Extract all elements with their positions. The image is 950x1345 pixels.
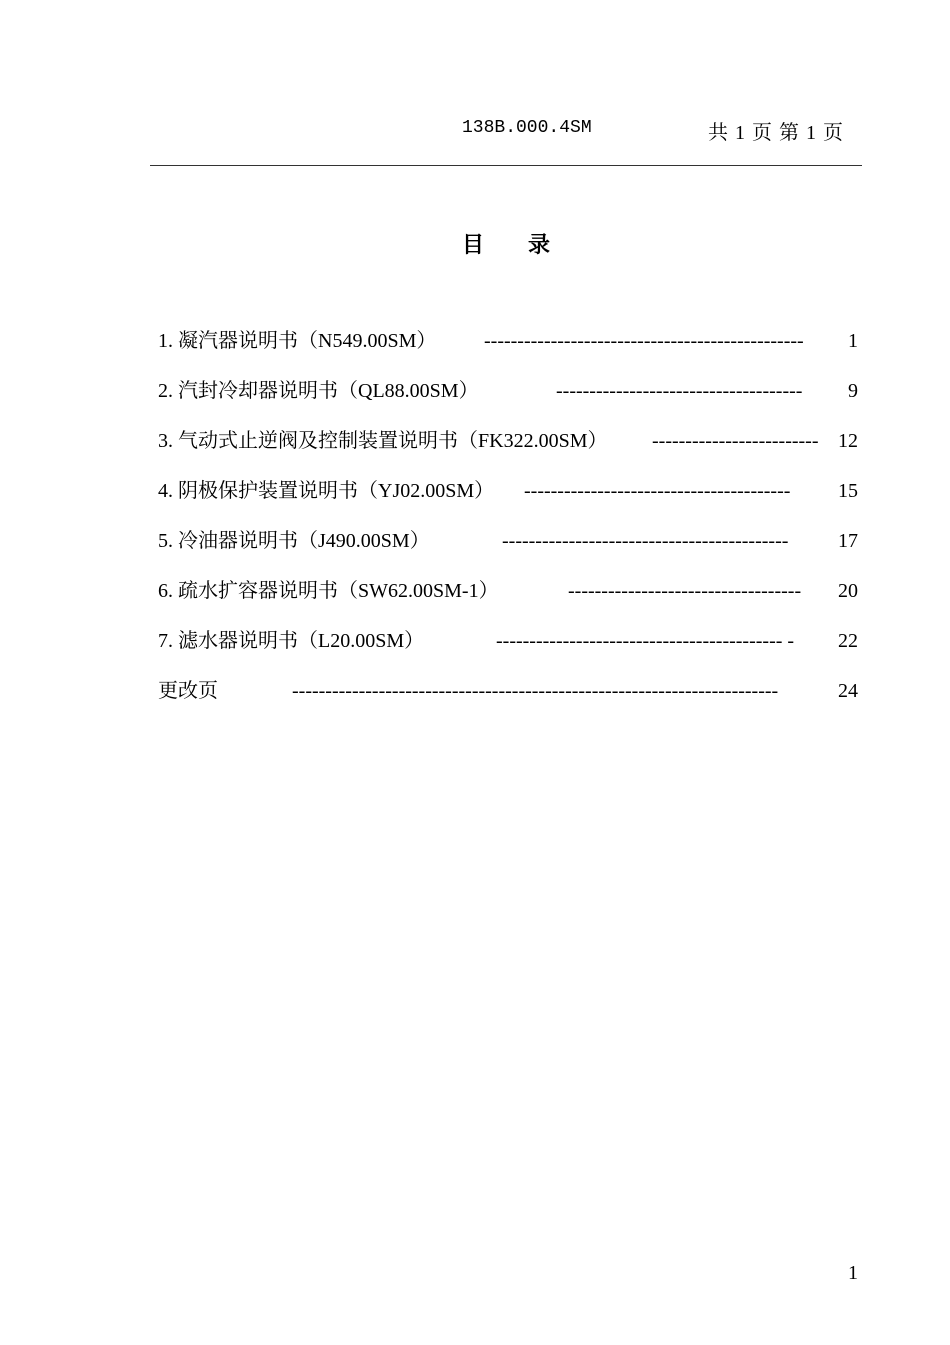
toc-entry-3[interactable] (158, 426, 858, 476)
page-count: 共 1 页 第 1 页 (708, 122, 844, 144)
toc-entry-4[interactable] (158, 476, 858, 526)
toc-entry-leader: ----------------------------------- (568, 580, 802, 602)
toc-entry-2[interactable] (158, 376, 858, 426)
toc-entry-page: 9 (848, 380, 858, 402)
toc-entry-label: 4. 阴极保护装置说明书（YJ02.00SM） (158, 480, 495, 502)
toc-entry-leader: ------------------------------------------------------------------------- (292, 680, 779, 702)
toc-entry-label: 更改页 (158, 680, 218, 702)
toc-entry-label: 5. 冷油器说明书（J490.00SM） (158, 530, 430, 552)
toc-entry-page: 22 (838, 630, 858, 652)
toc-entry-leader: ------------------------------------------- (502, 530, 789, 552)
toc-entry-page: 24 (838, 680, 858, 702)
toc-entry-leader: ------------------------------------- (556, 380, 803, 402)
toc-entry-page: 15 (838, 480, 858, 502)
toc-entry-label: 1. 凝汽器说明书（N549.00SM） (158, 330, 437, 352)
toc-entry-leader: ------------------------------------------- - (496, 630, 795, 652)
toc-entry-page: 1 (848, 330, 858, 352)
toc-entry-page: 17 (838, 530, 858, 552)
footer-page-number: 1 (848, 1262, 858, 1284)
toc-entry-leader: ---------------------------------------- (524, 480, 791, 502)
toc-entry-revision-page[interactable] (158, 676, 858, 726)
toc-entry-label: 2. 汽封冷却器说明书（QL88.00SM） (158, 380, 479, 402)
document-code: 138B.000.4SM (462, 118, 592, 138)
toc-entry-leader: ------------------------- (652, 430, 819, 452)
toc-title: 目录 (462, 233, 595, 258)
page-header (150, 112, 862, 146)
toc-entry-label: 3. 气动式止逆阀及控制装置说明书（FK322.00SM） (158, 430, 608, 452)
toc-entry-1[interactable] (158, 326, 858, 376)
toc-entry-5[interactable] (158, 526, 858, 576)
toc-entry-label: 7. 滤水器说明书（L20.00SM） (158, 630, 425, 652)
table-of-contents (158, 326, 858, 726)
toc-entry-page: 12 (838, 430, 858, 452)
toc-entry-page: 20 (838, 580, 858, 602)
toc-entry-label: 6. 疏水扩容器说明书（SW62.00SM-1） (158, 580, 499, 602)
toc-entry-6[interactable] (158, 576, 858, 626)
toc-entry-7[interactable] (158, 626, 858, 676)
toc-entry-leader: ------------------------------------------------ (484, 330, 804, 352)
header-divider (150, 165, 862, 166)
